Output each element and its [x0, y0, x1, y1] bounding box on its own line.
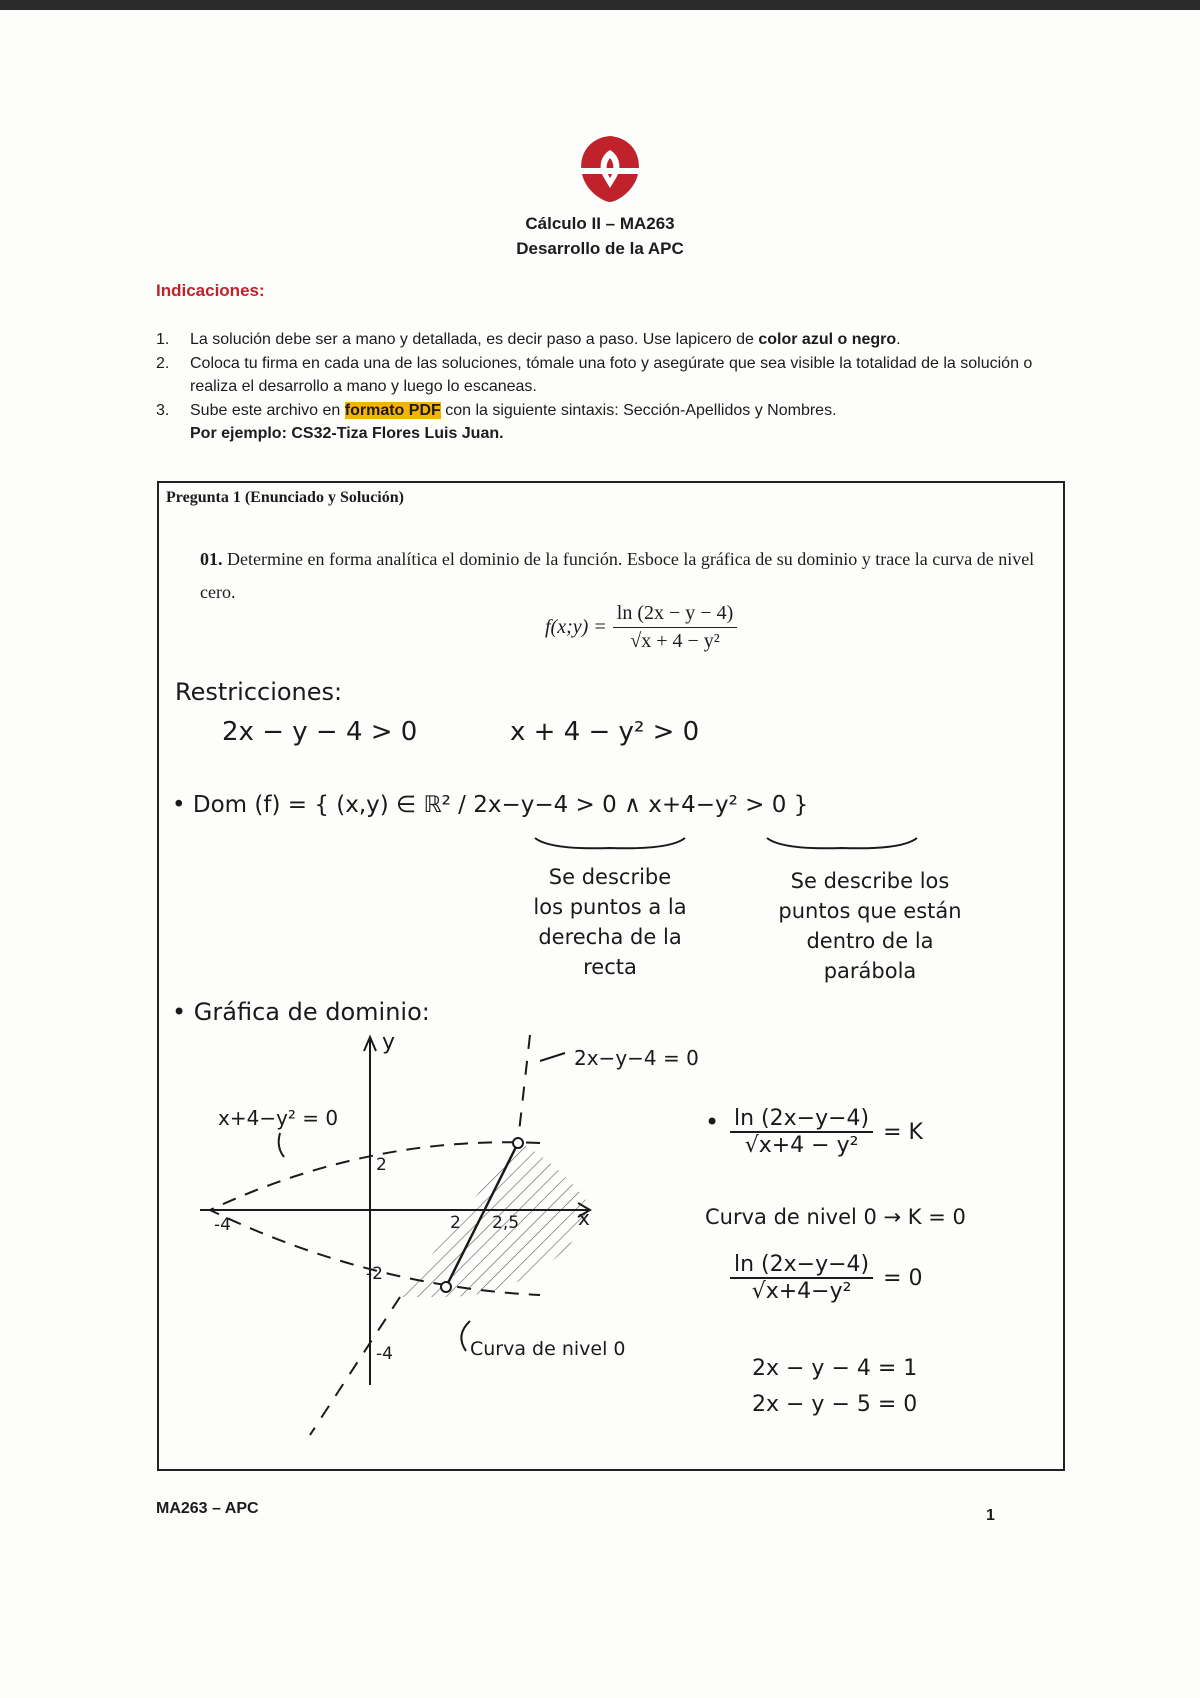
endpoint-bottom [441, 1282, 451, 1292]
parabola-label: x+4−y² = 0 [218, 1106, 339, 1130]
tick-label-neg4-x: -4 [214, 1215, 231, 1235]
question-title: Pregunta 1 (Enunciado y Solución) [166, 489, 404, 506]
instruction-text: Coloca tu firma en cada una de las soluciones, tómale una foto y asegúrate que sea visible la totalidad de la solución o realiza el desarrollo a mano y luego lo escaneas. [190, 355, 1033, 395]
tick-label-2-x: 2 [450, 1213, 461, 1233]
bullet-dot: • [705, 1108, 720, 1136]
line-dashed-lower [310, 1297, 400, 1435]
line-pointer [540, 1053, 565, 1061]
endpoint-top [513, 1138, 523, 1148]
tick-label-neg2: -2 [366, 1264, 383, 1284]
tick-label-2: 2 [376, 1155, 387, 1175]
restriction-2: x + 4 − y² > 0 [510, 717, 700, 747]
note-left: Se describe los puntos a la derecha de la recta [533, 865, 687, 979]
note-right: Se describe los puntos que están dentro de la parábola [778, 869, 962, 983]
instructions-title: Indicaciones: [156, 281, 265, 300]
graph-label: • Gráfica de dominio: [172, 998, 430, 1026]
restriction-1: 2x − y − 4 > 0 [222, 717, 418, 747]
result-equation-1: 2x − y − 4 = 1 [752, 1356, 918, 1381]
function-formula: f(x;y) = $\frac{\ln (2x - y - 4)}{\text{√x + 4 − y²}}$ [545, 602, 737, 653]
instruction-item [156, 328, 1076, 351]
instruction-number: 3. [156, 402, 170, 419]
tick-label-2-5: 2,5 [492, 1213, 520, 1233]
result-equation-2: 2x − y − 5 = 0 [752, 1392, 918, 1417]
domain-graph [180, 1025, 699, 1455]
axis-y-label: y [382, 1030, 396, 1055]
scan-edge [0, 0, 1200, 10]
level-curve-label: Curva de nivel 0 [470, 1338, 626, 1360]
level-equation-k: $\frac{\ln (2x-y-4)}{\text{√x+4 − y²}}$ = K [730, 1106, 923, 1158]
underbrace-left [530, 834, 690, 854]
page-number: 1 [986, 1507, 995, 1524]
restrictions-label: Restricciones: [175, 678, 343, 706]
underbrace-right [762, 834, 922, 854]
logo-gap [578, 168, 642, 174]
highlighted-format: formato PDF [344, 402, 441, 419]
level-curve-pointer [461, 1321, 470, 1351]
line-label: 2x−y−4 = 0 [574, 1046, 699, 1070]
page-subtitle: Desarrollo de la APC [516, 239, 684, 258]
parabola-pointer [279, 1133, 284, 1157]
question-statement: 01. Determine en forma analítica el dominio de la función. Esboce la gráfica de su dominio y trace la curva de nivel cero. [200, 549, 1035, 602]
level-equation-zero: $\frac{\ln (2x-y-4)}{\text{√x+4−y²}}$ = 0 [730, 1252, 923, 1304]
instruction-text: La solución debe ser a mano y detallada, es decir paso a paso. Use lapicero de color azul o negro. [190, 331, 901, 348]
instruction-item [156, 352, 1076, 398]
instruction-text: Sube este archivo en formato PDF con la siguiente sintaxis: Sección-Apellidos y Nombres. Por ejemplo: CS32-Tiza Flores Luis Juan. [190, 402, 837, 442]
university-logo [570, 128, 650, 208]
instruction-number: 2. [156, 355, 170, 372]
axis-x-label: x [578, 1206, 590, 1230]
instruction-number: 1. [156, 331, 170, 348]
footer-course: MA263 – APC [156, 1500, 259, 1517]
course-title: Cálculo II – MA263 [525, 214, 675, 233]
tick-label-neg4-y: -4 [376, 1344, 393, 1364]
instruction-item [156, 399, 1076, 445]
instructions-list [156, 328, 1076, 446]
domain-definition: • Dom (f) = { (x,y) ∈ ℝ² / 2x−y−4 > 0 ∧ x+4−y² > 0 } [172, 792, 809, 818]
line-dashed-upper [518, 1035, 530, 1141]
level-curve-statement: Curva de nivel 0 → K = 0 [705, 1205, 966, 1229]
